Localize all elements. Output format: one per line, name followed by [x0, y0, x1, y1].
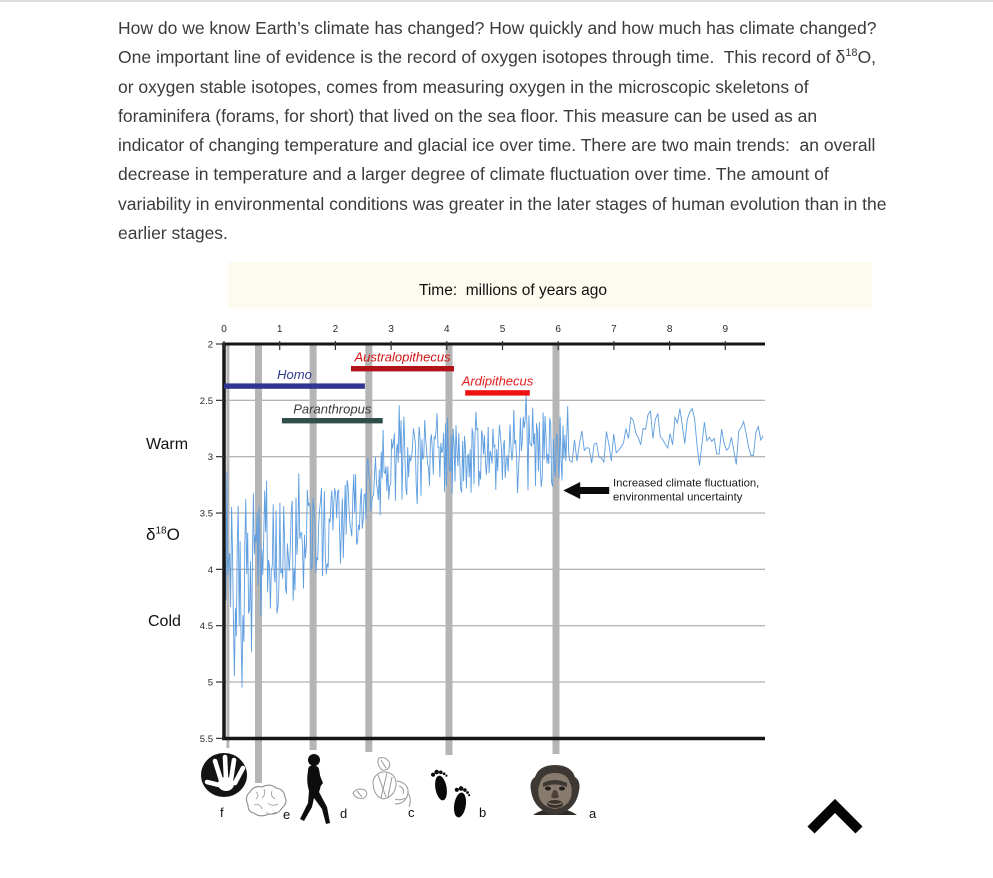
y-tick-label: 3.5 — [199, 508, 213, 520]
event-bar-footprints — [446, 346, 453, 756]
stone-tools-icon — [345, 755, 413, 813]
scroll-to-top-button[interactable] — [804, 798, 866, 836]
hand-print-icon — [200, 752, 248, 798]
footprints-icon — [430, 763, 473, 823]
icon-walking-human — [295, 753, 333, 833]
icon-letter-e: e — [283, 807, 291, 822]
hominid-face-icon — [527, 763, 583, 818]
intro-paragraph — [118, 14, 892, 248]
x-tick-label: 1 — [276, 324, 283, 335]
species-label-homo: Homo — [277, 366, 312, 382]
annotation-line-2: environmental uncertainty — [613, 491, 743, 504]
chart-title: Time: millions of years ago — [418, 282, 608, 299]
isotope-superscript: 18 — [845, 47, 858, 60]
icon-letter-d: d — [340, 806, 348, 821]
paragraph-text-2: O, or oxygen stable isotopes, comes from measuring oxygen in the microscopic skeletons of foraminifera (forams, for short) that lived on the sea floor. This measure can be used as an indicator of changing temperature and glacial ice over time. There are two main trends: an overall decrease in temperature and a larger degree of climate fluctuation over time. The amount of variability in environmental conditions was greater in the later stages of human evolution than in the earlier stages. — [118, 47, 892, 244]
x-tick-label: 9 — [722, 324, 729, 335]
y-tick-label: 2 — [207, 339, 213, 351]
y-tick-label: 5.5 — [199, 733, 213, 745]
x-tick-label: 6 — [555, 324, 561, 335]
species-label-australopithecus: Australopithecus — [354, 349, 451, 365]
left-arrow-icon — [563, 482, 609, 499]
species-label-ardipithecus: Ardipithecus — [461, 373, 534, 389]
icon-footprints — [430, 763, 473, 828]
isotope-plot — [146, 262, 880, 845]
x-tick-label: 2 — [332, 324, 339, 335]
species-bar-homo — [224, 383, 365, 388]
icon-hominid-face — [527, 763, 583, 823]
top-divider — [0, 0, 993, 2]
walking-human-icon — [295, 753, 333, 828]
icon-hand-print — [200, 752, 248, 803]
warm-axis-label: Warm — [146, 436, 189, 453]
icon-letter-c: c — [408, 805, 415, 820]
climate-isotope-figure — [146, 262, 880, 845]
species-bar-australopithecus — [351, 366, 454, 371]
x-tick-label: 4 — [444, 324, 450, 335]
event-bar-hominid-face — [553, 346, 560, 755]
x-tick-label: 3 — [388, 324, 394, 335]
paragraph-text-1: How do we know Earth’s climate has changed? How quickly and how much has climate changed? One important line of evidence is the record of oxygen isotopes through time. This record of δ — [118, 18, 882, 68]
delta18O-data-line — [224, 395, 763, 688]
brain-icon — [242, 783, 288, 819]
annotation-line-1: Increased climate fluctuation, — [613, 477, 760, 490]
icon-stone-tools — [345, 755, 413, 818]
chevron-up-icon — [805, 798, 865, 834]
species-label-paranthropus: Paranthropus — [293, 401, 372, 417]
species-bar-ardipithecus — [465, 390, 530, 395]
y-tick-label: 4 — [207, 564, 213, 576]
chart-annotation — [563, 478, 759, 504]
x-tick-label: 0 — [221, 324, 227, 335]
x-tick-label: 8 — [666, 324, 673, 335]
species-bar-paranthropus — [282, 418, 383, 423]
cold-axis-label: Cold — [148, 613, 181, 630]
icon-letter-a: a — [589, 806, 597, 821]
y-tick-label: 3 — [207, 452, 213, 464]
chart-data-series — [224, 395, 763, 688]
chart-species-bars — [224, 350, 534, 424]
icon-letter-f: f — [220, 805, 224, 820]
y-tick-label: 2.5 — [199, 395, 213, 407]
y-tick-label: 4.5 — [199, 621, 213, 633]
icon-brain — [242, 783, 291, 824]
x-tick-label: 7 — [611, 324, 617, 335]
icon-letter-b: b — [479, 805, 487, 820]
x-tick-label: 5 — [499, 324, 506, 335]
y-tick-label: 5 — [207, 677, 213, 689]
delta-18-O-axis-label: $\delta^{18}O$ — [146, 525, 180, 544]
